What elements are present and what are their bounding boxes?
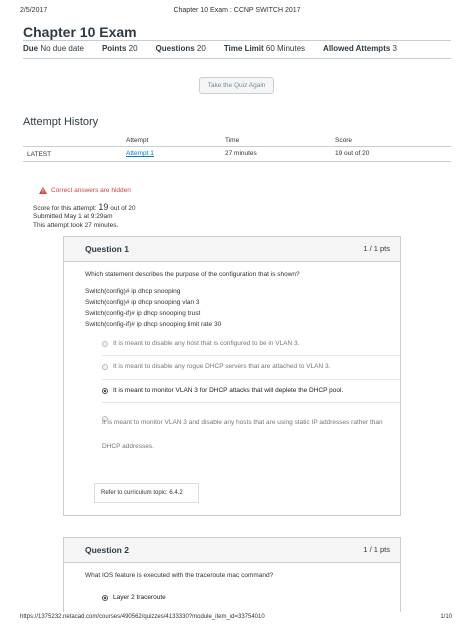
radio-icon[interactable]: [102, 364, 108, 370]
allowed-attempts-info: Allowed Attempts 3: [323, 44, 397, 53]
warning-icon: [39, 187, 47, 194]
radio-selected-icon[interactable]: [102, 595, 108, 601]
question-1-card: [63, 236, 401, 516]
column-header-score: Score: [335, 137, 352, 144]
column-header-attempt: Attempt: [126, 137, 149, 144]
due-info: Due No due date: [23, 44, 84, 53]
question-2-card: [63, 537, 401, 612]
quiz-meta: [23, 44, 397, 53]
score-value: 19: [98, 202, 109, 212]
answer-option[interactable]: It is meant to disable any host that is configured to be in VLAN 3.: [102, 340, 299, 347]
attempt-score: 19 out of 20: [335, 150, 370, 157]
question-1-title: Question 1: [85, 244, 129, 254]
submitted-line: Submitted May 1 at 9:29am: [33, 213, 113, 220]
points-info: Points 20: [101, 44, 138, 53]
radio-selected-icon[interactable]: [102, 388, 108, 394]
question-1-text: Which statement describes the purpose of the configuration that is shown?: [85, 271, 300, 278]
answer-option[interactable]: It is meant to disable any rogue DHCP servers that are attached to VLAN 3.: [102, 363, 330, 370]
page-title: Chapter 10 Exam: [23, 24, 137, 40]
score-line: Score for this attempt: 19 out of 20: [33, 202, 136, 212]
answer-divider: [102, 379, 400, 380]
page-number: 1/10: [440, 614, 452, 620]
question-1-points: 1 / 1 pts: [363, 244, 390, 253]
take-quiz-again-button[interactable]: Take the Quiz Again: [199, 77, 274, 94]
question-2-header: [64, 538, 400, 563]
question-1-header: [64, 237, 400, 262]
time-limit-info: Time Limit 60 Minutes: [223, 44, 306, 53]
divider: [23, 58, 451, 59]
curriculum-reference: Refer to curriculum topic: 6.4.2: [94, 483, 199, 503]
radio-icon[interactable]: [102, 341, 108, 347]
answer-option-selected[interactable]: It is meant to monitor VLAN 3 for DHCP attacks that will deplete the DHCP pool.: [102, 387, 343, 394]
print-date: 2/5/2017: [20, 7, 48, 14]
question-2-text: What IOS feature is executed with the traceroute mac command?: [85, 572, 274, 579]
latest-label: LATEST: [27, 151, 52, 158]
questions-info: Questions 20: [155, 44, 206, 53]
table-divider: [23, 146, 451, 147]
answer-divider: [102, 402, 400, 403]
answer-option-text: It is meant to monitor VLAN 3 and disable any hosts that are using static IP addresses rather than: [102, 419, 383, 426]
table-divider: [23, 161, 451, 162]
print-doc-title: Chapter 10 Exam : CCNP SWITCH 2017: [173, 7, 301, 14]
answers-hidden-notice: Correct answers are hidden: [39, 187, 131, 194]
attempt-time: 27 minutes: [225, 150, 257, 157]
question-2-title: Question 2: [85, 545, 129, 555]
footer-url: https://1375232.netacad.com/courses/490562/quizzes/4133330?module_item_id=33754010: [20, 614, 265, 620]
attempt-history-heading: Attempt History: [23, 116, 99, 128]
answer-option-selected[interactable]: Layer 2 traceroute: [102, 594, 166, 601]
answer-divider: [102, 355, 400, 356]
column-header-time: Time: [225, 137, 240, 144]
attempt-1-link[interactable]: Attempt 1: [126, 150, 154, 157]
question-2-points: 1 / 1 pts: [363, 545, 390, 554]
answer-option-text-continued: DHCP addresses.: [102, 443, 154, 450]
divider: [23, 40, 451, 41]
duration-line: This attempt took 27 minutes.: [33, 222, 119, 229]
question-1-config: Switch(config)# ip dhcp snooping Switch(config)# ip dhcp snooping vlan 3 Switch(config-if)# ip dhcp snooping trust Switch(config-if)# ip dhcp snooping limit rate 30: [85, 288, 222, 328]
